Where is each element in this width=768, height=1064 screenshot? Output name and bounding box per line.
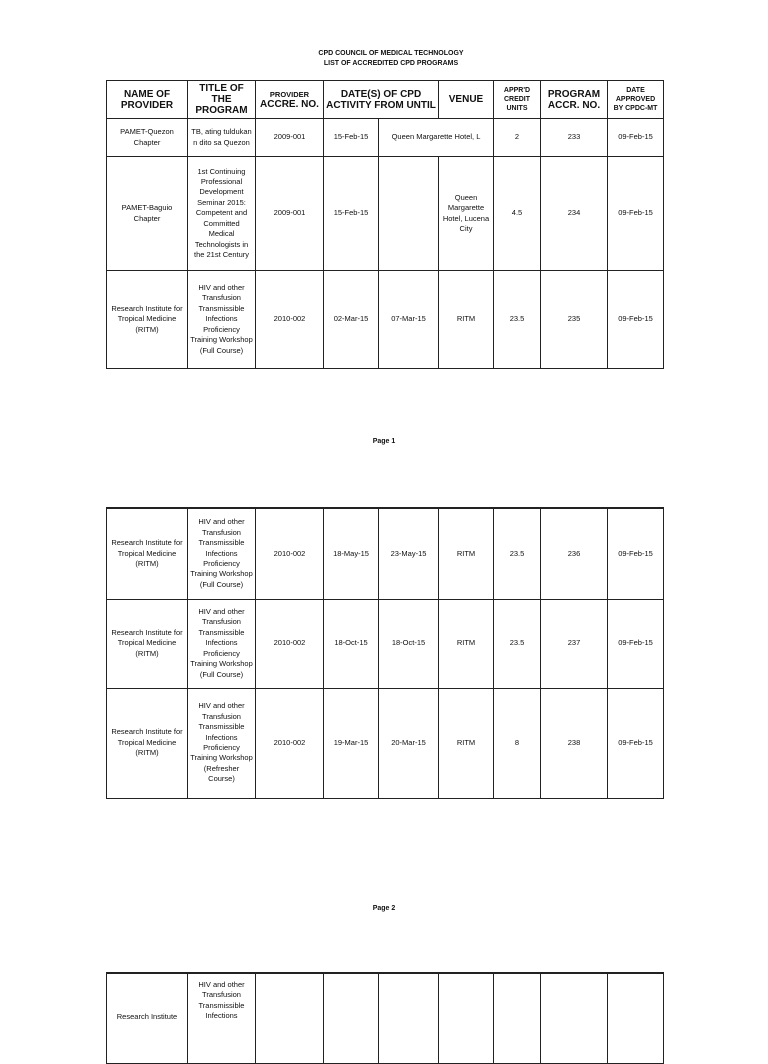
table-row <box>107 688 664 798</box>
page-number-2: Page 2 <box>372 905 396 912</box>
cell-date-approved: 09-Feb-15 <box>608 119 664 157</box>
cell-provider: PAMET-Quezon Chapter <box>107 119 188 157</box>
cell-credits <box>494 973 541 1063</box>
cell-credits: 4.5 <box>494 157 541 271</box>
cell-date-approved: 09-Feb-15 <box>608 157 664 271</box>
cell-credits: 23.5 <box>494 271 541 369</box>
cell-credits: 2 <box>494 119 541 157</box>
col-header-dates: DATE(S) OF CPD ACTIVITY FROM UNTIL <box>324 81 439 119</box>
cell-date-from: 18-Oct-15 <box>324 599 379 688</box>
cell-provider: Research Institute for Tropical Medicine (RITM) <box>107 271 188 369</box>
cell-date-until: 07-Mar-15 <box>379 271 439 369</box>
col-header-credits: APPR'D CREDIT UNITS <box>494 81 541 119</box>
cell-provider: Research Institute for Tropical Medicine (RITM) <box>107 688 188 798</box>
cell-program-accr: 234 <box>541 157 608 271</box>
cell-provider-accre: 2010-002 <box>256 508 324 599</box>
cell-credits: 8 <box>494 688 541 798</box>
cell-program-accr: 237 <box>541 599 608 688</box>
cell-program-accr <box>541 973 608 1063</box>
table-row <box>107 157 664 271</box>
cell-date-approved: 09-Feb-15 <box>608 271 664 369</box>
cpd-table-page-2 <box>106 507 664 799</box>
cell-provider-accre: 2010-002 <box>256 599 324 688</box>
table-row <box>107 119 664 157</box>
table-row <box>107 973 664 1063</box>
document-title: CPD COUNCIL OF MEDICAL TECHNOLOGY <box>318 50 464 57</box>
cell-date-from: 19-Mar-15 <box>324 688 379 798</box>
col-header-title: TITLE OF THE PROGRAM <box>188 81 256 119</box>
cell-provider-accre: 2010-002 <box>256 271 324 369</box>
cell-provider: Research Institute for Tropical Medicine (RITM) <box>107 599 188 688</box>
col-header-provider-accre: PROVIDER ACCRE. NO. <box>256 81 324 119</box>
cpd-table-page-1 <box>106 80 664 369</box>
cell-venue <box>439 973 494 1063</box>
cpd-table-page-3 <box>106 972 664 1064</box>
cell-provider: Research Institute <box>107 973 188 1063</box>
cell-program-accr: 238 <box>541 688 608 798</box>
cell-venue: RITM <box>439 271 494 369</box>
cell-provider-accre <box>256 973 324 1063</box>
document-subtitle: LIST OF ACCREDITED CPD PROGRAMS <box>323 60 459 67</box>
col-header-date-approved: DATE APPROVED BY CPDC-MT <box>608 81 664 119</box>
cell-date-from: 15-Feb-15 <box>324 119 379 157</box>
cell-provider-accre: 2009-001 <box>256 119 324 157</box>
table-row <box>107 599 664 688</box>
cell-date-from <box>324 973 379 1063</box>
cell-venue: Queen Margarette Hotel, Lucena City <box>439 157 494 271</box>
cell-venue: RITM <box>439 508 494 599</box>
cell-date-from: 18-May-15 <box>324 508 379 599</box>
table-header-row <box>107 81 664 119</box>
table-row <box>107 508 664 599</box>
cell-date-from: 02-Mar-15 <box>324 271 379 369</box>
cell-date-until: 18-Oct-15 <box>379 599 439 688</box>
cell-venue: RITM <box>439 688 494 798</box>
cell-venue: Queen Margarette Hotel, L <box>379 119 494 157</box>
cell-program-accr: 236 <box>541 508 608 599</box>
cell-date-until <box>379 973 439 1063</box>
cell-date-until <box>379 157 439 271</box>
page-number-1: Page 1 <box>372 438 396 445</box>
cell-provider-accre: 2009-001 <box>256 157 324 271</box>
col-header-provider: NAME OF PROVIDER <box>107 81 188 119</box>
cell-venue: RITM <box>439 599 494 688</box>
cell-date-from: 15-Feb-15 <box>324 157 379 271</box>
cell-program-accr: 233 <box>541 119 608 157</box>
cell-title: HIV and other Transfusion Transmissible Infections Proficiency Training Workshop (Full Course) <box>188 599 256 688</box>
col-header-program-accr: PROGRAM ACCR. NO. <box>541 81 608 119</box>
cell-date-approved: 09-Feb-15 <box>608 599 664 688</box>
cell-date-approved: 09-Feb-15 <box>608 688 664 798</box>
cell-date-until: 20-Mar-15 <box>379 688 439 798</box>
cell-provider-accre: 2010-002 <box>256 688 324 798</box>
cell-provider: PAMET-Baguio Chapter <box>107 157 188 271</box>
cell-title: TB, ating tuldukan n dito sa Quezon <box>188 119 256 157</box>
cell-credits: 23.5 <box>494 599 541 688</box>
cell-credits: 23.5 <box>494 508 541 599</box>
col-header-venue: VENUE <box>439 81 494 119</box>
cell-title: HIV and other Transfusion Transmissible Infections Proficiency Training Workshop (Refresher Course) <box>188 688 256 798</box>
cell-date-approved <box>608 973 664 1063</box>
table-row <box>107 271 664 369</box>
cell-program-accr: 235 <box>541 271 608 369</box>
cell-provider: Research Institute for Tropical Medicine (RITM) <box>107 508 188 599</box>
cell-title: 1st Continuing Professional Development Seminar 2015: Competent and Committed Medical Technologists in the 21st Century <box>188 157 256 271</box>
cell-title: HIV and other Transfusion Transmissible Infections Proficiency Training Workshop (Full Course) <box>188 508 256 599</box>
cell-title: HIV and other Transfusion Transmissible Infections <box>188 973 256 1063</box>
cell-date-approved: 09-Feb-15 <box>608 508 664 599</box>
cell-title: HIV and other Transfusion Transmissible Infections Proficiency Training Workshop (Full Course) <box>188 271 256 369</box>
cell-date-until: 23-May-15 <box>379 508 439 599</box>
